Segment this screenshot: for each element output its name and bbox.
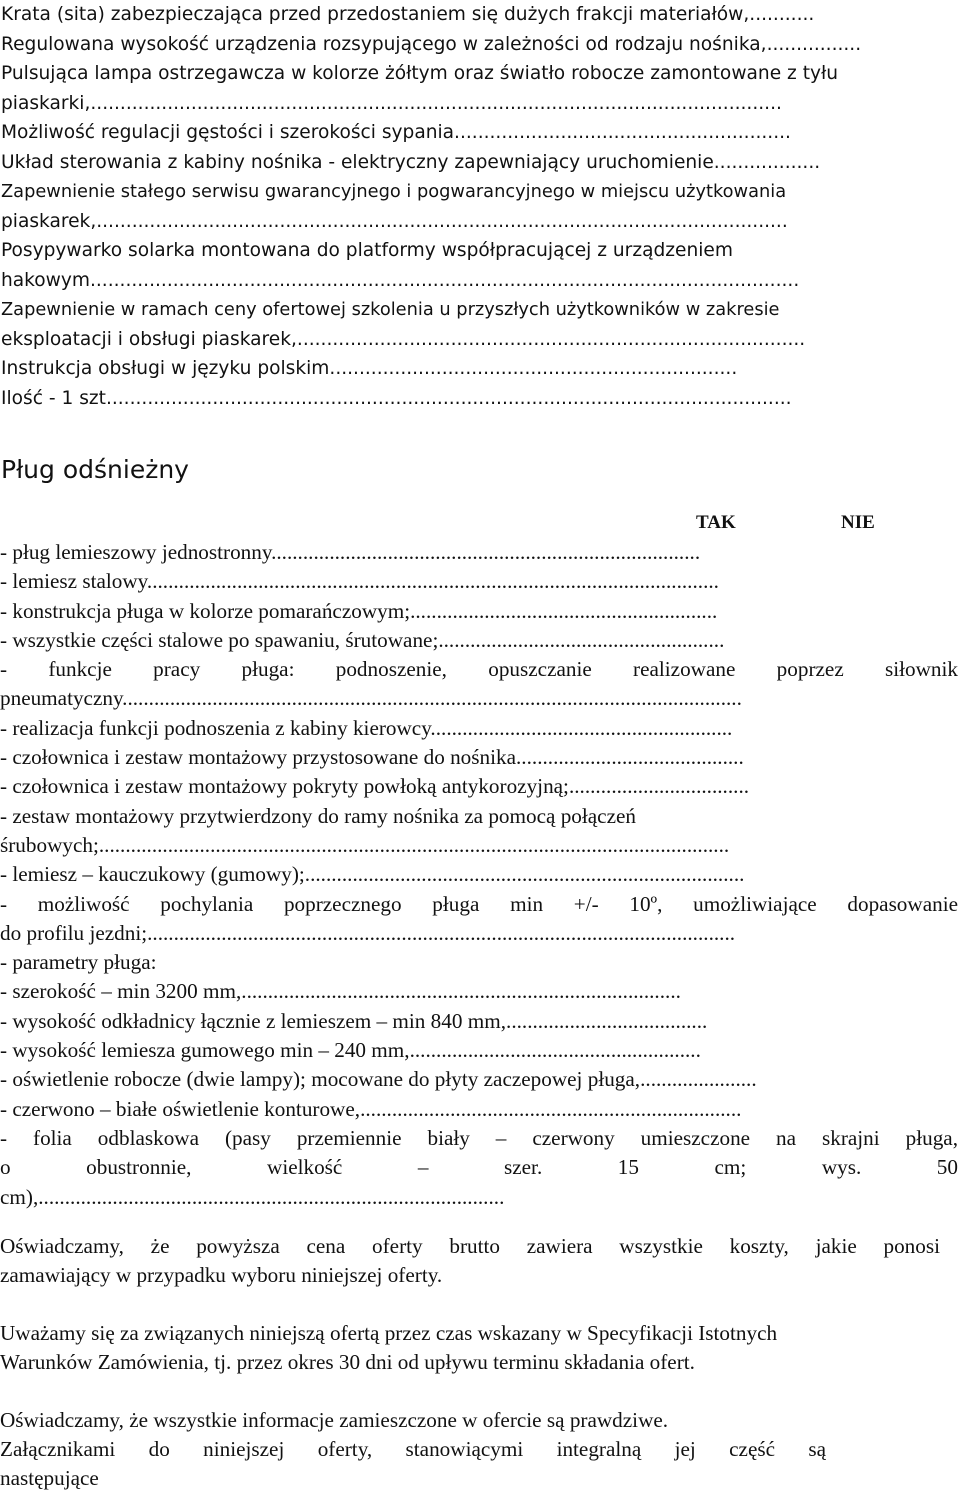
- requirements-list-plug: [0, 538, 960, 1212]
- list-item: - lemiesz – kauczukowy (gumowy);...................................................................................: [0, 862, 745, 887]
- paragraph-gap: [0, 1290, 960, 1319]
- list-item: - szerokość – min 3200 mm,...................................................................................: [0, 979, 681, 1004]
- statement-line: Warunków Zamówienia, tj. przez okres 30 dni od upływu terminu składania ofert.: [0, 1350, 695, 1374]
- list-item: piaskarek,.....................................................................................................................: [1, 210, 788, 232]
- section-title: Pług odśnieżny: [1, 455, 189, 484]
- list-item: - czerwono – białe oświetlenie konturowe,........................................................................: [0, 1096, 742, 1121]
- statement-line: Oświadczamy, że powyższa cena oferty brutto zawiera wszystkie koszty, jakie ponosi: [0, 1234, 940, 1258]
- list-item: śrubowych;.......................................................................................................................: [0, 832, 730, 857]
- statement-line: Załącznikami do niniejszej oferty, stanowiącymi integralną jej część są: [0, 1437, 826, 1461]
- list-item: - czołownica i zestaw montażowy przystosowane do nośnika...........................................: [0, 745, 744, 770]
- list-item: - parametry pługa:: [0, 950, 157, 975]
- list-item: Regulowana wysokość urządzenia rozsypującego w zależności od rodzaju nośnika,................: [1, 33, 862, 55]
- statement-line: zamawiający w przypadku wyboru niniejszej oferty.: [0, 1263, 443, 1287]
- list-item: Ilość - 1 szt....................................................................................................................: [1, 387, 792, 409]
- list-item: pneumatyczny.....................................................................................................................: [0, 686, 742, 711]
- list-item: - folia odblaskowa (pasy przemiennie biały – czerwony umieszczone na skrajni pługa,: [0, 1125, 958, 1150]
- list-item: Instrukcja obsługi w języku polskim.....................................................................: [1, 358, 738, 379]
- list-item: o obustronnie, wielkość – szer. 15 cm; wys. 50: [0, 1155, 958, 1180]
- list-item: - konstrukcja pługa w kolorze pomarańczowym;..........................................................: [0, 598, 718, 623]
- statement-line: Oświadczamy, że wszystkie informacje zamieszczone w ofercie są prawdziwe.: [0, 1408, 669, 1432]
- list-item: Zapewnienie stałego serwisu gwarancyjnego i pogwarancyjnego w miejscu użytkowania: [1, 181, 787, 202]
- statement-line: Uważamy się za związanych niniejszą ofertą przez czas wskazany w Specyfikacji Istotnych: [0, 1321, 778, 1345]
- list-item: Układ sterowania z kabiny nośnika - elektryczny zapewniający uruchomienie..................: [1, 151, 821, 173]
- column-header-nie: NIE: [841, 512, 875, 533]
- list-item: - możliwość pochylania poprzecznego pługa min +/- 10º, umożliwiające dopasowanie: [0, 891, 958, 916]
- list-item: Zapewnienie w ramach ceny ofertowej szkolenia u przyszłych użytkowników w zakresie: [1, 299, 780, 320]
- statements: [0, 1232, 960, 1493]
- list-item: - wysokość lemiesza gumowego min – 240 mm,.......................................................: [0, 1038, 701, 1063]
- list-item: eksploatacji i obsługi piaskarek,......................................................................................: [1, 328, 806, 350]
- list-item: - lemiesz stalowy............................................................................................................: [0, 569, 719, 594]
- list-item: Posypywarko solarka montowana do platformy współpracującej z urządzeniem: [1, 240, 733, 261]
- list-item: Pulsująca lampa ostrzegawcza w kolorze żółtym oraz światło robocze zamontowane z tyłu: [1, 63, 839, 84]
- list-item: - oświetlenie robocze (dwie lampy); mocowane do płyty zaczepowej pługa,......................: [0, 1067, 757, 1092]
- list-item: piaskarki,.....................................................................................................................: [1, 92, 782, 114]
- list-item: cm),........................................................................................: [0, 1184, 505, 1209]
- requirements-list-top: [0, 0, 960, 413]
- list-item: - wszystkie części stalowe po spawaniu, śrutowane;......................................................: [0, 627, 725, 652]
- list-item: - realizacja funkcji podnoszenia z kabiny kierowcy.........................................................: [0, 715, 733, 740]
- list-item: Krata (sita) zabezpieczająca przed przedostaniem się dużych frakcji materiałów,...........: [1, 4, 815, 25]
- statement-line: następujące: [0, 1466, 99, 1490]
- list-item: hakowym........................................................................................................................: [1, 269, 800, 291]
- column-header-tak: TAK: [696, 512, 736, 533]
- list-item: do profilu jezdni;...............................................................................................................: [0, 920, 736, 945]
- list-item: - czołownica i zestaw montażowy pokryty powłoką antykorozyjną;..................................: [0, 774, 750, 799]
- list-item: - funkcje pracy pługa: podnoszenie, opuszczanie realizowane poprzez siłownik: [0, 657, 958, 682]
- list-item: - zestaw montażowy przytwierdzony do ramy nośnika za pomocą połączeń: [0, 803, 636, 828]
- list-item: - wysokość odkładnicy łącznie z lemieszem – min 840 mm,......................................: [0, 1008, 708, 1033]
- list-item: - pług lemieszowy jednostronny.................................................................................: [0, 540, 701, 564]
- paragraph-gap: [0, 1377, 960, 1406]
- list-item: Możliwość regulacji gęstości i szerokości sypania.........................................................: [1, 122, 791, 143]
